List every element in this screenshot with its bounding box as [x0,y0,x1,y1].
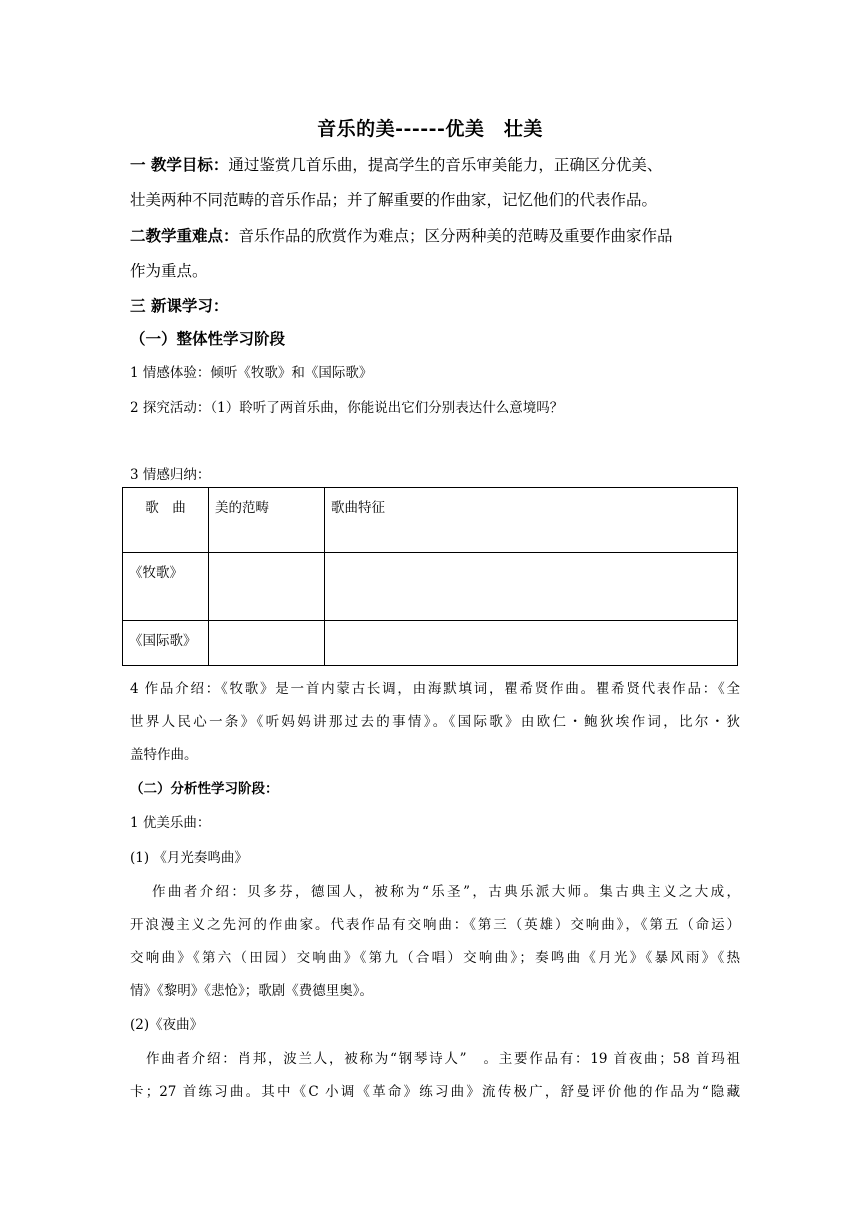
summary-table [122,487,738,666]
key-points-line-1 [130,224,740,246]
teaching-goal-line-2: 壮美两种不同范畴的音乐作品；并了解重要的作曲家，记忆他们的代表作品。 [130,191,658,209]
key-points-label: 二教学重难点： [130,226,239,245]
key-points-line-2: 作为重点。 [130,262,208,280]
chopin-line-1: 作曲者介绍：肖邦，波兰人，被称为“钢琴诗人” 。主要作品有：19 首夜曲；58 首玛祖 [146,1051,740,1067]
document-title: 音乐的美------优美 壮美 [317,118,543,140]
item-inquiry-activity: 2 探究活动：（1）聆听了两首乐曲，你能说出它们分别表达什么意境吗？ [130,400,564,416]
table-cell-features [325,553,738,621]
section-new-lesson: 三 新课学习： [130,296,229,315]
chopin-line-2: 卡；27 首练习曲。其中《C 小调《革命》练习曲》流传极广，舒曼评价他的作品为“隐藏 [130,1084,740,1100]
table-cell-category [209,553,325,621]
key-points-text-1: 音乐作品的欣赏作为难点；区分两种美的范畴及重要作曲家作品 [238,227,673,245]
item-emotional-summary: 3 情感归纳： [130,467,211,483]
phase-heading-2: （二）分析性学习阶段： [130,781,279,797]
work-intro-line-2: 世界人民心一条》《听妈妈讲那过去的事情》。《国际歌》由欧仁・鲍狄埃作词，比尔・狄 [130,714,740,730]
table-cell-features [325,621,738,666]
beethoven-line-1: 作曲者介绍：贝多芬，德国人，被称为“乐圣”，古典乐派大师。集古典主义之大成， [152,884,740,900]
beethoven-line-4: 情》《黎明》《悲怆》；歌剧《费德里奥》。 [130,983,373,999]
beethoven-line-2: 开浪漫主义之先河的作曲家。代表作品有交响曲：《第三（英雄）交响曲》，《第五（命运） [130,917,740,933]
table-cell-song: 《国际歌》 [123,621,209,666]
work-nocturne: (2)《夜曲》 [130,1017,204,1033]
teaching-goal-label: 一 教学目标： [130,155,229,174]
table-header-song: 歌 曲 [123,488,209,553]
phase-heading-1: （一）整体性学习阶段 [130,329,286,348]
item-emotional-experience: 1 情感体验：倾听《牧歌》和《国际歌》 [130,365,373,381]
beethoven-line-3: 交响曲》《第六（田园）交响曲》《第九（合唱）交响曲》；奏鸣曲《月光》《暴风雨》《热 [130,950,740,966]
work-intro-line-1: 4 作品介绍：《牧歌》是一首内蒙古长调，由海默填词，瞿希贤作曲。瞿希贤代表作品：《全 [130,681,740,697]
table-cell-song: 《牧歌》 [123,553,209,621]
table-header-features: 歌曲特征 [325,488,738,553]
teaching-goal-line-1 [130,153,740,175]
table-row [123,621,738,666]
teaching-goal-text-1: 通过鉴赏几首乐曲，提高学生的音乐审美能力，正确区分优美、 [228,156,663,174]
table-row [123,553,738,621]
table-header-row [123,488,738,553]
table-cell-category [209,621,325,666]
table-header-category: 美的范畴 [209,488,325,553]
sub-graceful-music: 1 优美乐曲： [130,815,211,831]
work-intro-line-3: 盖特作曲。 [130,747,198,763]
work-moonlight-sonata: (1) 《月光奏鸣曲》 [130,850,248,866]
